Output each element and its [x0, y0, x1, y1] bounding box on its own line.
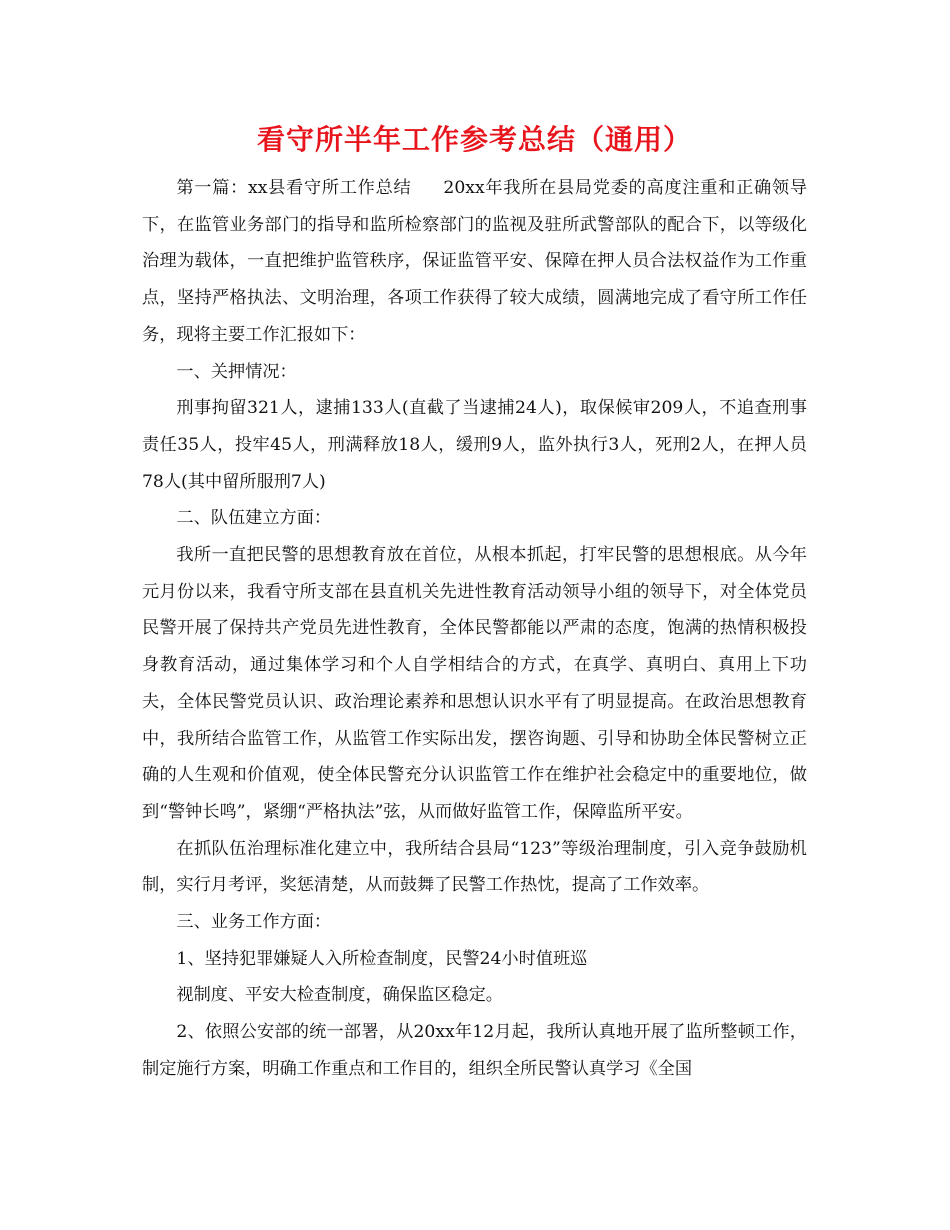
paragraph-business-1b: 视制度、平安大检查制度，确保监区稳定。	[176, 985, 503, 1006]
document-page	[142, 118, 807, 1088]
paragraph-business-2: 2、依照公安部的统一部署，从20xx年12月起，我所认真地开展了监所整顿工作，制定施行方案，明确工作重点和工作目的，组织全所民警认真学习《全国	[142, 1022, 807, 1079]
section-heading-team: 二、队伍建立方面：	[176, 508, 332, 529]
document-title: 看守所半年工作参考总结（通用）	[256, 123, 692, 156]
section-heading-detention: 一、关押情况：	[176, 361, 297, 382]
paragraph-detention-stats: 刑事拘留321人，逮捕133人(直截了当逮捕24人)，取保候审209人，不追查刑事责任35人，投牢45人，刑满释放18人，缓刑9人，监外执行3人，死刑2人，在押人员78人(其中留所服刑7人)	[142, 398, 807, 492]
intro-heading: 第一篇：xx县看守所工作总结	[176, 178, 412, 198]
paragraph-intro	[142, 170, 807, 354]
paragraph-business-1a: 1、坚持犯罪嫌疑人入所检查制度，民警24小时值班巡	[176, 948, 588, 969]
section-heading-business: 三、业务工作方面：	[176, 912, 332, 933]
paragraph-team-education: 我所一直把民警的思想教育放在首位，从根本抓起，打牢民警的思想根底。从今年元月份以来，我看守所支部在县直机关先进性教育活动领导小组的领导下，对全体党员民警开展了保持共产党员先进性教育，全体民警都能以严肃的态度，饱满的热情积极投身教育活动，通过集体学习和个人自学相结合的方式，在真学、真明白、真用上下功夫，全体民警党员认识、政治理论素养和思想认识水平有了明显提高。在政治思想教育中，我所结合监管工作，从监管工作实际出发，摆咨询题、引导和协助全体民警树立正确的人生观和价值观，使全体民警充分认识监管工作在维护社会稳定中的重要地位，做到“警钟长鸣”，紧绷“严格执法”弦，从而做好监管工作，保障监所平安。	[142, 545, 807, 822]
intro-body: 20xx年我所在县局党委的高度注重和正确领导下，在监管业务部门的指导和监所检察部门的监视及驻所武警部队的配合下，以等级化治理为载体，一直把维护监管秩序，保证监管平安、保障在押人员合法权益作为工作重点，坚持严格执法、文明治理，各项工作获得了较大成绩，圆满地完成了看守所工作任务，现将主要工作汇报如下：	[142, 178, 808, 345]
paragraph-team-standardization: 在抓队伍治理标准化建立中，我所结合县局“123”等级治理制度，引入竞争鼓励机制，实行月考评，奖惩清楚，从而鼓舞了民警工作热忱，提高了工作效率。	[142, 838, 807, 896]
